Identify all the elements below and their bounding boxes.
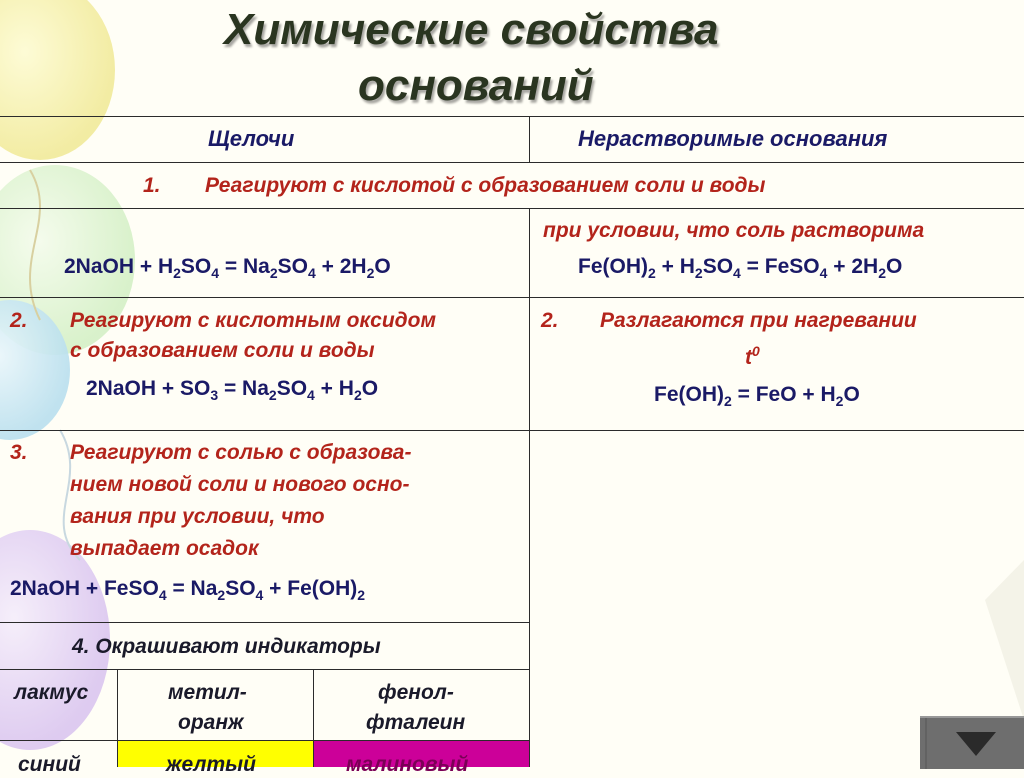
indicator-litmus: лакмус [14,681,89,704]
row2-right-property: Разлагаются при нагревании [600,309,917,332]
properties-table [0,116,1024,776]
indicator-methyl-orange-2: оранж [178,711,244,734]
methyl-orange-color: желтый [166,753,256,776]
row1-number: 1. [143,174,161,197]
indicator-methyl-orange-1: метил- [168,681,247,704]
slide-nav-button[interactable] [920,716,1024,769]
indicator-phenolphthalein-2: фталеин [366,711,466,734]
row3-line1: Реагируют с солью с образова- [70,441,412,464]
row4-indicators: 4. Окрашивают индикаторы [72,635,381,658]
phenolphthalein-color: малиновый [346,753,469,776]
row1-condition: при условии, что соль растворима [543,219,925,242]
row1-insoluble-equation: $Fe(OH)_2 + H_2SO_4$ = FeSO$_4$ + $2H_2O$ [578,255,903,281]
header-insoluble-bases: Нерастворимые основания [578,126,888,151]
row3-number: 3. [10,441,28,464]
title-line-2: оснований [358,61,594,110]
title-line-1: Химические свойства [224,5,719,54]
row3-line4: выпадает осадок [70,537,259,560]
litmus-color: синий [18,753,81,776]
row2-left-line2: с образованием соли и воды [70,339,375,362]
row3-alkali-equation: 2NaOH + FeSO$_4$ = $Na_2SO_4 + Fe(OH)_2$ [10,577,366,603]
row1-alkali-equation: 2NaOH + $H_2SO_4 = Na_2SO_4 + 2H_2O$ [64,255,391,281]
indicator-phenolphthalein-1: фенол- [378,681,454,704]
next-slide-icon [920,718,1024,769]
row2-left-line1: Реагируют с кислотным оксидом [70,309,436,332]
row2-left-number: 2. [10,309,28,332]
heating-symbol: $t^0$ [745,343,760,369]
row3-line2: нием новой соли и нового осно- [70,473,410,496]
row2-alkali-equation: 2NaOH + $SO_3 = Na_2SO_4 + H_2O$ [86,377,379,403]
header-alkalis: Щелочи [208,126,295,151]
row3-line3: вания при условии, что [70,505,325,528]
row2-insoluble-equation: $Fe(OH)_2$ = FeO + $H_2O$ [654,383,860,409]
row1-property: Реагируют с кислотой с образованием соли и воды [205,174,766,197]
row2-right-number: 2. [541,309,559,332]
